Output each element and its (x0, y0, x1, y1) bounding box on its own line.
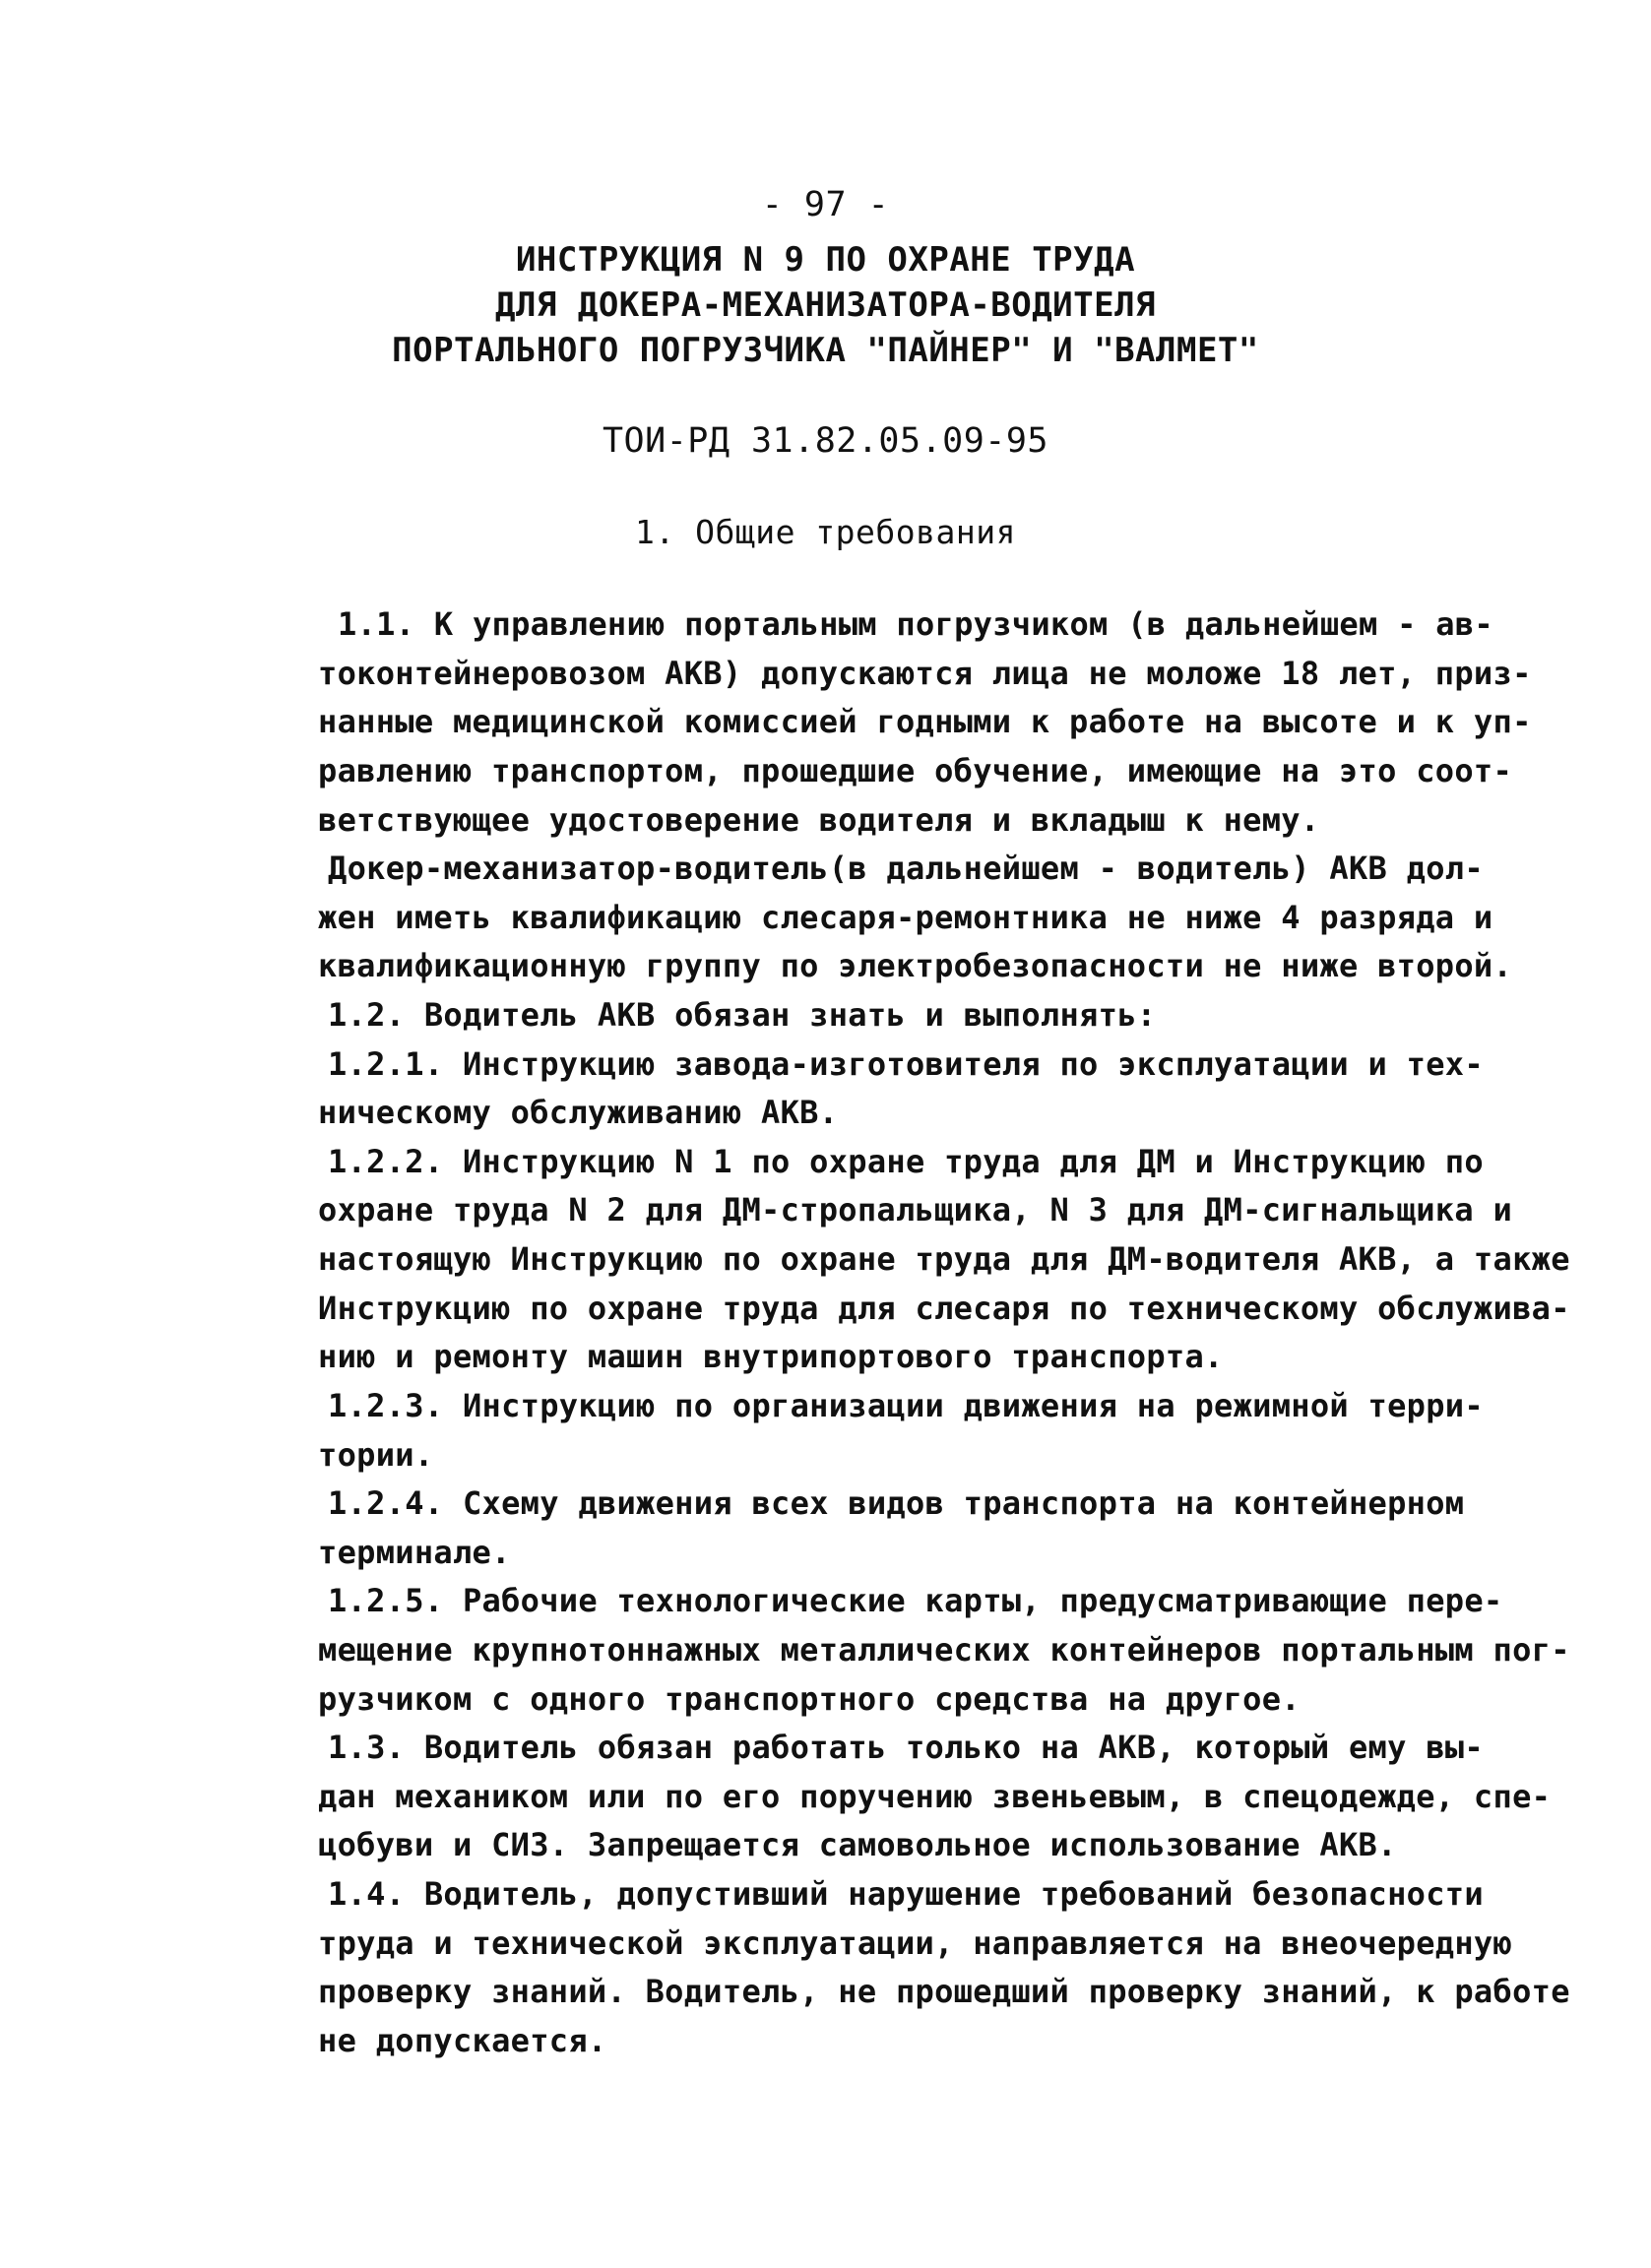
body-line: тории. (318, 1436, 434, 1474)
body-line: 1.2.4. Схему движения всех видов транспорта на контейнерном (328, 1484, 1465, 1522)
body-line: равлению транспортом, прошедшие обучение, имеющие на это соот- (318, 752, 1513, 789)
body-line: 1.1. К управлению портальным погрузчиком (в дальнейшем - ав- (338, 605, 1493, 643)
body-line: дан механиком или по его поручению звеньевым, в спецодежде, спе- (318, 1778, 1552, 1815)
body-line: нию и ремонту машин внутрипортового транспорта. (318, 1338, 1224, 1375)
body-line: 1.3. Водитель обязан работать только на АКВ, который ему вы- (328, 1729, 1484, 1766)
body-line: рузчиком с одного транспортного средства на другое. (318, 1680, 1301, 1718)
body-line: настоящую Инструкцию по охране труда для ДМ-водителя АКВ, а также (318, 1240, 1570, 1278)
body-line: 1.4. Водитель, допустивший нарушение требований безопасности (328, 1875, 1484, 1913)
body-line: нанные медицинской комиссией годными к работе на высоте и к уп- (318, 703, 1532, 740)
body-line: труда и технической эксплуатации, направляется на внеочередную (318, 1924, 1513, 1962)
body-line: ветствующее удостоверение водителя и вкладыш к нему. (318, 801, 1320, 839)
body-line: 1.2. Водитель АКВ обязан знать и выполнять: (328, 996, 1157, 1034)
body-line: Инструкцию по охране труда для слесаря по техническому обслужива- (318, 1290, 1570, 1327)
body-line: терминале. (318, 1534, 511, 1571)
body-line: Докер-механизатор-водитель(в дальнейшем - водитель) АКВ дол- (328, 850, 1484, 887)
document-code: ТОИ-РД 31.82.05.09-95 (602, 421, 1048, 461)
body-line: проверку знаний. Водитель, не прошедший проверку знаний, к работе (318, 1973, 1570, 2010)
body-line: не допускается. (318, 2022, 607, 2059)
body-line: охране труда N 2 для ДМ-стропальщика, N 3 для ДМ-сигнальщика и (318, 1191, 1513, 1228)
body-line: 1.2.5. Рабочие технологические карты, предусматривающие пере- (328, 1582, 1503, 1619)
body-line: мещение крупнотоннажных металлических контейнеров портальным пог- (318, 1631, 1570, 1669)
body-line: цобуви и СИЗ. Запрещается самовольное использование АКВ. (318, 1826, 1397, 1863)
body-line: ническому обслуживанию АКВ. (318, 1094, 839, 1131)
body-line: токонтейнеровозом АКВ) допускаются лица не моложе 18 лет, приз- (318, 655, 1532, 692)
title-line-1: ИНСТРУКЦИЯ N 9 ПО ОХРАНЕ ТРУДА (515, 240, 1136, 280)
page-number: - 97 - (761, 185, 890, 224)
body-line: квалификационную группу по электробезопасности не ниже второй. (318, 947, 1513, 984)
title-line-3: ПОРТАЛЬНОГО ПОГРУЗЧИКА "ПАЙНЕР" И "ВАЛМЕТ" (392, 331, 1259, 370)
section-title: 1. Общие требования (635, 513, 1016, 551)
body-line: жен иметь квалификацию слесаря-ремонтника не ниже 4 разряда и (318, 899, 1493, 936)
body-line: 1.2.3. Инструкцию по организации движения на режимной терри- (328, 1387, 1484, 1424)
title-line-2: ДЛЯ ДОКЕРА-МЕХАНИЗАТОРА-ВОДИТЕЛЯ (494, 285, 1157, 325)
body-line: 1.2.1. Инструкцию завода-изготовителя по эксплуатации и тех- (328, 1045, 1484, 1083)
body-line: 1.2.2. Инструкцию N 1 по охране труда для ДМ и Инструкцию по (328, 1143, 1484, 1180)
